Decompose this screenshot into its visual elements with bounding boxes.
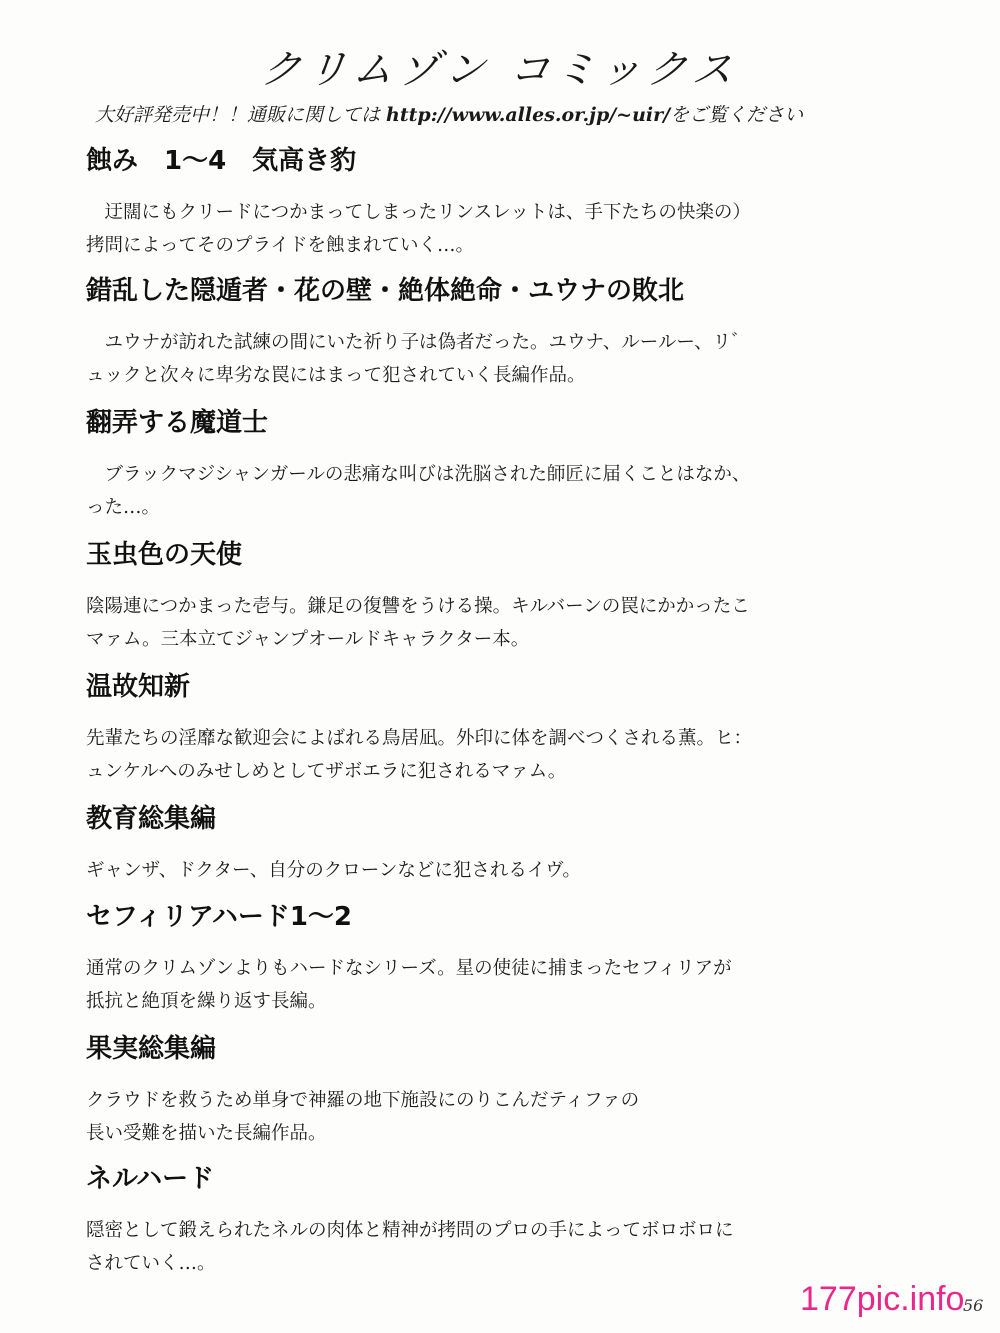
entry-title: 果実総集編	[86, 1034, 217, 1064]
entry-description	[86, 458, 926, 524]
entry-8	[86, 1032, 926, 1150]
entry-line: 抵抗と絶頂を繰り返す長編。	[86, 991, 327, 1012]
entry-line: 拷問によってそのプライドを蝕まれていく…。	[86, 235, 474, 256]
entry-line: った…。	[86, 497, 161, 518]
entry-line: ュンケルへのみせしめとしてザボエラに犯されるマァム。	[86, 761, 567, 782]
entry-description	[86, 196, 926, 262]
entry-title: 錯乱した隠遁者・花の壁・絶体絶命・ユウナの敗北	[86, 276, 685, 306]
entry-title: ネルハード	[86, 1164, 215, 1194]
entry-description	[86, 722, 926, 788]
entry-5	[86, 670, 926, 788]
entry-title: 翻弄する魔道士	[86, 408, 269, 438]
subtitle	[95, 100, 935, 127]
entry-title: セフィリアハード1〜2	[86, 902, 353, 932]
watermark: 177pic.info	[800, 1280, 965, 1318]
entry-description	[86, 326, 926, 392]
entry-line: されていく…。	[86, 1253, 216, 1274]
entry-title: 玉虫色の天使	[86, 540, 243, 570]
entry-line: 長い受難を描いた長編作品。	[86, 1123, 327, 1144]
entry-description	[86, 1084, 926, 1150]
entry-4	[86, 538, 926, 656]
entry-line: 迂闊にもクリードにつかまってしまったリンスレットは、手下たちの快楽の）	[86, 202, 751, 223]
page-number: 56	[963, 1296, 984, 1315]
entry-line: ギャンザ、ドクター、自分のクローンなどに犯されるイヴ。	[86, 860, 581, 881]
entry-line: マァム。三本立てジャンプオールドキャラクター本。	[86, 629, 530, 650]
entry-description	[86, 854, 926, 887]
entry-description	[86, 590, 926, 656]
subtitle-prefix: 大好評発売中！！通販に関しては	[95, 104, 387, 126]
entry-description	[86, 1214, 926, 1280]
subtitle-url: http://www.alles.or.jp/~uir/	[386, 104, 671, 126]
entry-line: 陰陽連につかまった壱与。鎌足の復讐をうける操。キルバーンの罠にかかったこ	[86, 596, 750, 617]
subtitle-suffix: をご覧ください	[670, 104, 804, 126]
entry-1	[86, 144, 926, 262]
entry-7	[86, 900, 926, 1018]
entry-line: 通常のクリムゾンよりもハードなシリーズ。星の使徒に捕まったセフィリアが	[86, 958, 732, 979]
entry-title: 教育総集編	[86, 804, 217, 834]
entry-3	[86, 406, 926, 524]
entry-2	[86, 274, 926, 392]
entry-line: 隠密として鍛えられたネルの肉体と精神が拷問のプロの手によってボロボロに	[86, 1220, 734, 1241]
entry-description	[86, 952, 926, 1018]
entry-9	[86, 1162, 926, 1280]
entry-line: クラウドを救うため単身で神羅の地下施設にのりこんだティファの	[86, 1090, 640, 1111]
entry-line: ユウナが訪れた試練の間にいた祈り子は偽者だった。ユウナ、ルールー、リ゛	[86, 332, 750, 353]
entry-title: 温故知新	[86, 672, 191, 702]
page-title: クリムゾン コミックス	[258, 47, 741, 93]
entry-title: 蝕み 1〜4 気高き豹	[86, 146, 357, 176]
entry-line: ブラックマジシャンガールの悲痛な叫びは洗脳された師匠に届くことはなか、	[86, 464, 751, 485]
entry-line: ュックと次々に卑劣な罠にはまって犯されていく長編作品。	[86, 365, 586, 386]
entry-line: 先輩たちの淫靡な歓迎会によばれる鳥居凪。外印に体を調べつくされる薫。ヒ：	[86, 728, 753, 749]
entry-6	[86, 802, 926, 887]
